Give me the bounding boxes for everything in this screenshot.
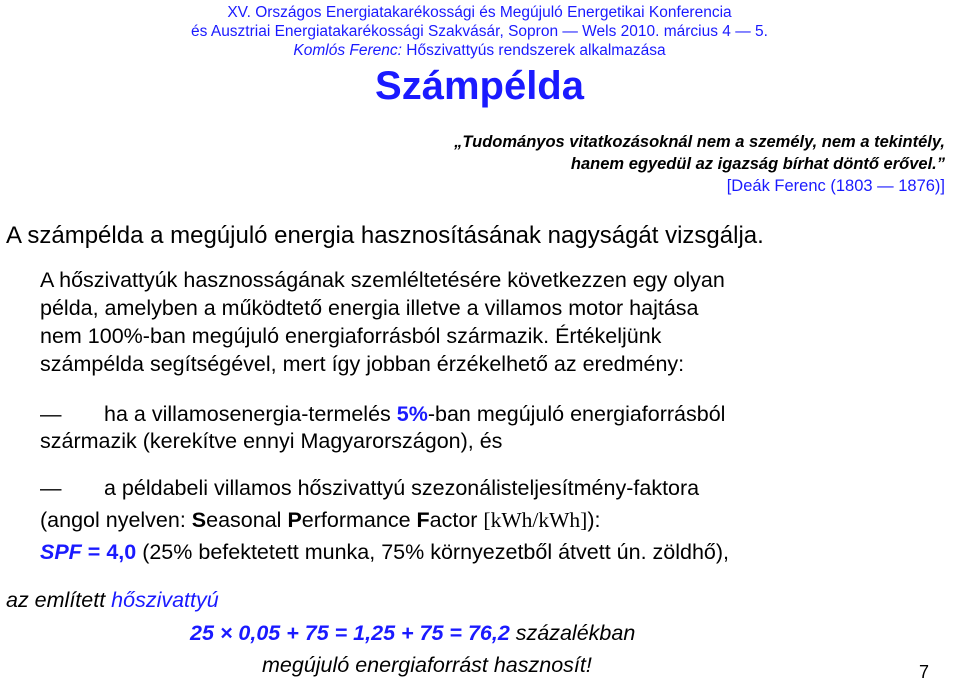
quote-line-1: „Tudományos vitatkozásoknál nem a személy, nem a tekintély,: [454, 133, 945, 151]
conference-subtitle: és Ausztriai Energiatakarékossági Szakvásár, Sopron — Wels 2010. március 4 — 5.: [191, 23, 768, 40]
list-item-2-line-2: [40, 508, 600, 533]
spf-value: = 4,0: [81, 540, 137, 564]
item1-text-post: -ban megújuló energiaforrásból: [427, 402, 726, 426]
item2-text: a példabeli villamos hőszivattyú szezonálisteljesítmény-faktora: [104, 476, 700, 500]
spf-description: (25% befektetett munka, 75% környezetből átvett ún. zöldhő),: [136, 540, 730, 564]
quote-line-2: hanem egyedül az igazság bírhat döntő erővel.”: [570, 155, 945, 173]
conference-title: XV. Országos Energiatakarékossági és Megújuló Energetikai Konferencia: [227, 4, 732, 21]
dash-bullet: —: [40, 402, 62, 426]
author-name: Komlós Ferenc:: [293, 42, 407, 59]
formula-line: [190, 621, 635, 646]
formula-unit: százalékban: [509, 621, 636, 645]
page-number: 7: [918, 662, 929, 682]
quote-attribution: [Deák Ferenc (1803 — 1876)]: [726, 177, 945, 195]
conclusion-word: hőszivattyú: [111, 588, 219, 612]
spf-word-f: actor: [429, 508, 484, 532]
list-item-1-line-2: származik (kerekítve ennyi Magyarországon), és: [40, 429, 503, 453]
presentation-topic: Hőszivattyús rendszerek alkalmazása: [406, 42, 666, 59]
renewable-share-value: 5%: [396, 402, 428, 426]
paragraph-line-4: számpélda segítségével, mert így jobban érzékelhető az eredmény:: [40, 352, 685, 376]
list-item-1: [40, 402, 725, 427]
conclusion-pre: az említett: [6, 588, 112, 612]
presentation-subtitle: [0, 42, 959, 60]
item2-close: ):: [587, 508, 601, 532]
paragraph-line-2: példa, amelyben a működtető energia illetve a villamos motor hajtása: [40, 296, 699, 320]
spf-word-p: erformance: [301, 508, 417, 532]
page-title: Számpélda: [375, 64, 584, 108]
conclusion-line-3: megújuló energiaforrást hasznosít!: [262, 653, 592, 677]
dash-bullet: —: [40, 476, 62, 500]
formula: 25 × 0,05 + 75 = 1,25 + 75 = 76,2: [190, 621, 510, 645]
item1-text-pre: ha a villamosenergia-termelés: [104, 402, 397, 426]
item2-open: (angol nyelven:: [40, 508, 192, 532]
spf-word-s: easonal: [206, 508, 288, 532]
spf-letter-f: F: [416, 508, 430, 532]
paragraph-line-3: nem 100%-ban megújuló energiaforrásból származik. Értékeljünk: [40, 324, 662, 348]
spf-unit: [kWh/kWh]: [483, 508, 588, 532]
lead-sentence: A számpélda a megújuló energia hasznosításának nagyságát vizsgálja.: [6, 222, 764, 249]
spf-label: SPF: [40, 540, 82, 564]
paragraph-line-1: A hőszivattyúk hasznosságának szemléltetésére következzen egy olyan: [40, 268, 725, 292]
list-item-2: [40, 476, 699, 501]
spf-letter-s: S: [191, 508, 207, 532]
conclusion-line-1: [6, 588, 219, 613]
list-item-2-line-3: [40, 540, 729, 565]
spf-letter-p: P: [287, 508, 302, 532]
